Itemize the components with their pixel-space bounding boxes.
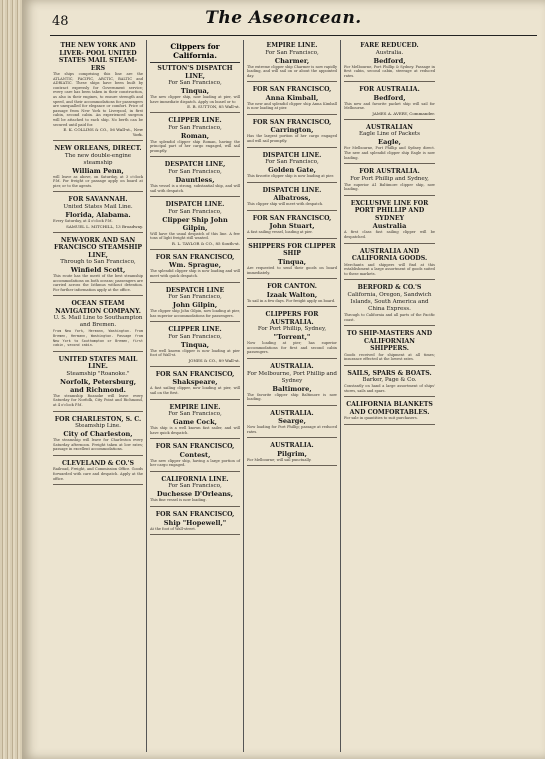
ad-ship-name: Izaak Walton, xyxy=(266,290,318,299)
ad-heading: For San Francisco, xyxy=(168,124,222,131)
ad-ship-name: Shakspeare, xyxy=(172,378,218,387)
advertisement xyxy=(53,235,143,297)
ad-ship-name: Ship "Hopewell," xyxy=(163,518,227,527)
ad-title: FOR SAVANNAH. xyxy=(68,196,128,204)
ad-heading: For San Francisco, xyxy=(168,333,222,340)
ad-title: EMPIRE LINE. xyxy=(169,403,221,411)
ad-title: SUTTON'S DISPATCH LINE, xyxy=(157,65,233,80)
ad-heading: For San Francisco, xyxy=(168,294,222,301)
ad-title: FOR SAN FRANCISCO, xyxy=(252,118,332,126)
ad-body: Railroad, Freight, and Commission Office. Goods forwarded with care and despatch. Apply at the office. xyxy=(53,467,143,481)
ad-body: The favorite clipper ship Baltimore is now loading. xyxy=(247,392,337,402)
ad-ship-name: Duchesse D'Orleans, xyxy=(156,490,234,499)
ad-ship-name: Albatross, xyxy=(273,194,311,203)
ad-body: For Melbourne; will sail punctually. xyxy=(247,457,312,462)
ad-ship-name: Bedford, xyxy=(373,93,406,102)
page-header xyxy=(22,0,545,36)
ad-body: The superior A1 Baltimore clipper ship, now loading. xyxy=(344,182,435,192)
advertisement xyxy=(150,159,240,197)
ad-title: CALIFORNIA BLANKETS AND COMFORTABLES. xyxy=(346,401,433,416)
ad-body: The new clipper ship, having a large portion of her cargo engaged. xyxy=(150,458,240,468)
ad-title: BERFORD & CO.'S xyxy=(357,284,422,292)
ad-body: Are requested to send their goods on board immediately. xyxy=(247,265,337,275)
ad-title: CLIPPERS FOR AUSTRALIA. xyxy=(265,311,319,326)
ad-body: At the foot of Wall-street. xyxy=(150,526,196,531)
ad-heading: United States Mail Line. xyxy=(63,203,133,210)
ad-body: Every Saturday, at 4 o'clock P.M. xyxy=(53,218,113,223)
ad-title: THE NEW YORK AND LIVER- POOL UNITED STATES MAIL STEAM- ERS xyxy=(58,42,138,72)
advertisement xyxy=(247,281,337,307)
ad-heading: For San Francisco, xyxy=(168,168,222,175)
ad-body: Will have the usual despatch of this line. A few tons of light freight still wanted. xyxy=(150,231,240,241)
ad-body: This new and favorite packet ship will sail for Melbourne. xyxy=(344,101,435,111)
ad-body: The steamship will leave for Charleston every Saturday afternoon. Freight taken at low rates; passage in excellent accommodations. xyxy=(53,438,143,452)
ad-ship-name: Winfield Scott, xyxy=(70,266,126,274)
masthead: The Aseoncean. xyxy=(205,8,362,28)
advertisement xyxy=(344,328,435,366)
advertisement xyxy=(247,241,337,279)
advertisement xyxy=(150,285,240,323)
ad-body: The ships comprising this line are the ATLANTIC, PACIFIC, ARCTIC, BALTIC and ADRIATIC. These ships have been built by contract expressly for Government service; every care has been taken in their construction, as also in their engines, to ensure strength and speed, and their accommodations for passengers are unequalled for elegance or comfort. Price of passage from New York to Liverpool, in first cabin, second cabin. An experienced surgeon will be attached to each ship. No berth can be secured until paid for. xyxy=(53,72,143,127)
ad-body: This fine vessel is now loading. xyxy=(150,498,207,503)
ad-agent: JAMES A. AVERY, Commander. xyxy=(372,110,435,116)
advertisement xyxy=(150,474,240,507)
advertisement xyxy=(247,40,337,82)
ad-body: The extreme clipper ship Charmer is now rapidly loading, and will sail on or about the appointed day. xyxy=(247,64,337,78)
ad-title: SHIPPERS FOR CLIPPER SHIP xyxy=(248,242,336,258)
ad-ship-name: City of Charleston, xyxy=(63,430,133,439)
ad-title: CLEVELAND & CO.'S xyxy=(61,459,135,467)
ad-ship-name: Tinqua, xyxy=(180,87,210,95)
ad-heading: For Melbourne, Port Phillip and Sydney xyxy=(247,370,337,384)
ad-ship-name: Clipper Ship John Gilpin, xyxy=(162,215,228,232)
ad-ship-name: Charmer, xyxy=(274,56,310,65)
ad-body: Constantly on hand a large assortment of ships' stores, sails and spars. xyxy=(344,384,435,393)
ad-title: FOR SAN FRANCISCO, xyxy=(252,214,332,222)
ad-ship-name: "Torrent," xyxy=(273,333,311,342)
advertisement xyxy=(247,408,337,439)
advertisement xyxy=(344,122,435,164)
ad-title: DISPATCH LINE. xyxy=(165,201,225,209)
ad-title: UNITED STATES MAIL LINE. xyxy=(58,355,138,371)
ad-ship-name: Baltimore, xyxy=(272,384,312,393)
ad-heading: Barker, Page & Co. xyxy=(362,377,417,384)
ad-agent: SAMUEL L. MITCHILL, 13 Broadway. xyxy=(66,223,143,229)
ad-ship-name: Roman, xyxy=(180,131,210,140)
ad-title: FARE REDUCED. xyxy=(360,42,419,49)
ad-ship-name: Contest, xyxy=(179,450,211,459)
ad-agent: JONES & CO., 89 Wall-st. xyxy=(188,357,240,363)
column-3 xyxy=(244,40,341,752)
ad-body: The new clipper ship, now loading at pier, will have immediate dispatch. Apply on board or to xyxy=(150,95,240,104)
ad-body: For Melbourne, Port Phillip and Sydney direct. The new and splendid clipper ship Eagle is now loading. xyxy=(344,146,435,160)
ad-ship-name: John Stuart, xyxy=(269,222,315,231)
ad-title: SAILS, SPARS & BOATS. xyxy=(347,369,432,377)
advertisement xyxy=(247,185,337,211)
advertisement xyxy=(150,199,240,250)
advertisement xyxy=(150,115,240,157)
newspaper-page xyxy=(22,0,545,759)
ad-title: DISPATCH LINE. xyxy=(262,186,322,194)
ad-heading: Eagle Line of Packets xyxy=(358,131,421,138)
ad-body: The steamship Roanoke will leave every Saturday for Norfolk, City Point and Richmond, at 4 o'clock P.M. xyxy=(53,393,143,407)
ad-body: This clipper ship will meet with despatch. xyxy=(247,202,324,207)
ad-ship-name: John Gilpin, xyxy=(172,301,218,310)
advertisement xyxy=(344,84,435,120)
ad-title: DESPATCH LINE, xyxy=(164,161,226,169)
ad-body: A fast sailing clipper, now loading at pier, will sail on the first. xyxy=(150,386,240,395)
advertisement xyxy=(150,324,240,367)
ad-body: The splendid clipper ship Roman, having the principal part of her cargo engaged, will sail promptly. xyxy=(150,139,240,153)
ad-body: This favorite clipper ship is now loading at pier. xyxy=(247,174,335,179)
ad-title: AUSTRALIA. xyxy=(270,363,314,370)
ad-ship-name: Bedford, xyxy=(373,56,406,65)
advertisement xyxy=(150,509,240,535)
advertisement xyxy=(150,63,240,113)
ad-body: This ship is a well known fast sailer, and will have quick despatch. xyxy=(150,426,240,435)
ad-body: The well known clipper is now loading at pier foot of Wall-st. xyxy=(150,348,240,358)
advertisement xyxy=(53,458,143,485)
ad-title: AUSTRALIA AND CALIFORNIA GOODS. xyxy=(351,247,428,263)
ad-title: CLIPPER LINE. xyxy=(168,117,222,125)
ad-title: DISPATCH LINE. xyxy=(262,151,322,159)
advertisement xyxy=(344,198,435,244)
advertisement xyxy=(247,361,337,406)
ad-title: NEW ORLEANS, DIRECT. xyxy=(54,145,142,153)
ad-heading: For San Francisco, xyxy=(265,159,319,166)
ad-body: Merchants and shippers will find at this establishment a large assortment of goods suited to these markets. xyxy=(344,262,435,276)
column-4 xyxy=(341,40,438,752)
ad-body: Through to California and all parts of the Pacific coast. xyxy=(344,312,435,322)
ad-body: The splendid clipper ship is now loading and will meet with quick despatch. xyxy=(150,269,240,278)
advertisement xyxy=(53,194,143,232)
ad-heading: Steamship Line. xyxy=(75,423,121,430)
ad-title: AUSTRALIA. xyxy=(270,442,314,450)
ad-title: FOR SAN FRANCISCO, xyxy=(155,443,235,451)
ad-title: NEW-YORK AND SAN FRANCISCO STEAMSHIP LINE, xyxy=(53,236,143,259)
advertisement xyxy=(247,440,337,466)
ad-body: Has the largest portion of her cargo engaged and will sail promptly. xyxy=(247,134,337,144)
ad-title: EMPIRE LINE. xyxy=(266,42,318,49)
ad-heading: Through to San Francisco, xyxy=(60,259,136,265)
ad-ship-name: Golden Gate, xyxy=(268,166,316,175)
advertisement xyxy=(53,354,143,412)
advertisement xyxy=(150,369,240,400)
advertisement xyxy=(53,40,143,141)
ad-title: FOR SAN FRANCISCO, xyxy=(252,86,332,94)
advertisement xyxy=(344,282,435,326)
advertisement xyxy=(344,40,435,82)
ad-heading: For Port Phillip, Sydney, xyxy=(257,326,327,333)
ad-heading: For San Francisco, xyxy=(168,411,222,418)
ad-title: FOR AUSTRALIA. xyxy=(359,168,420,176)
ad-body: Now loading for Port Phillip; passage at reduced rates. xyxy=(247,425,337,434)
column-heading: Clippers for California. xyxy=(150,40,240,63)
advertisement xyxy=(53,143,143,192)
ad-ship-name: Eagle, xyxy=(378,138,401,147)
ad-body: The clipper ship John Gilpin, now loading at pier, has superior accommodations for passengers. xyxy=(150,309,240,318)
ad-body: Now loading at pier; has superior accommodations for first and second cabin passengers. xyxy=(247,341,337,355)
ad-body: This route has the merit of the best steamship accommodations on both oceans; passengers are carried across the Isthmus without detention. For further information apply at the office. xyxy=(53,274,143,292)
advertisement xyxy=(53,298,143,351)
ad-ship-name: Tinqua, xyxy=(180,340,210,349)
ad-heading: Australia. xyxy=(375,49,404,56)
header-rule xyxy=(50,35,537,36)
ad-ship-name: William Penn, xyxy=(72,166,124,175)
ad-heading: For San Francisco, xyxy=(265,49,319,56)
ad-ship-name: Pilgrim, xyxy=(277,449,307,458)
ad-body: This vessel is a strong, substantial ship, and will sail with despatch. xyxy=(150,183,240,193)
ad-agent: E. B. SUTTON, 85 Wall-st. xyxy=(187,104,240,110)
ad-ship-name: Dauntless, xyxy=(175,175,215,184)
ad-ship-name: Carrington, xyxy=(270,126,314,135)
advertisement xyxy=(344,368,435,398)
ad-ship-name: Game Cock, xyxy=(173,418,217,427)
ad-agent: E. K. COLLINS & CO., 56 Wall-st., New York. xyxy=(63,127,143,138)
ad-ship-name: Norfolk, Petersburg, and Richmond. xyxy=(60,377,136,394)
ad-title: FOR SAN FRANCISCO, xyxy=(155,370,235,378)
ad-ship-name: Australia xyxy=(372,222,407,231)
ad-title: TO SHIP-MASTERS AND CALIFORNIAN SHIPPERS. xyxy=(346,330,433,353)
ad-heading: Steamship "Roanoke." xyxy=(66,370,130,377)
ad-heading: For San Francisco, xyxy=(168,483,222,490)
ad-ship-name: Wm. Sprague, xyxy=(169,261,221,270)
ad-title: EXCLUSIVE LINE FOR PORT PHILLIP AND SYDNEY xyxy=(350,199,429,222)
ad-ship-name: Searge, xyxy=(278,417,306,426)
ad-heading: For Port Phillip and Sydney, xyxy=(350,175,429,182)
column-2 xyxy=(147,40,244,752)
advertisement xyxy=(247,84,337,115)
column-1 xyxy=(50,40,147,752)
book-spine xyxy=(0,0,22,759)
ad-ship-name: Anna Kimball, xyxy=(265,93,319,102)
advertisement xyxy=(150,402,240,440)
ad-title: AUSTRALIA. xyxy=(270,409,314,417)
ad-title: DESPATCH LINE xyxy=(165,286,225,294)
columns xyxy=(50,40,536,752)
ad-heading: California, Oregon, Sandwich Islands, South America and China Express. xyxy=(347,291,432,312)
ad-title: CALIFORNIA LINE. xyxy=(161,475,229,483)
ad-heading: The new double-engine steamship xyxy=(64,152,132,166)
ad-title: FOR SAN FRANCISCO, xyxy=(155,511,235,519)
ad-body: A first class fast sailing clipper will be despatched. xyxy=(344,230,435,240)
advertisement xyxy=(150,441,240,472)
advertisement xyxy=(247,117,337,148)
advertisement xyxy=(150,252,240,283)
page-number: 48 xyxy=(52,14,69,29)
advertisement xyxy=(344,166,435,196)
ad-body: From New York, Hermann, Washington. From Bremen, Hermann, Washington. Passage from New York to Southampton or Bremen, first cabin, second cabin. xyxy=(53,329,143,348)
ad-title: AUSTRALIAN xyxy=(366,123,413,131)
ad-title: FOR SAN FRANCISCO, xyxy=(155,253,235,261)
ad-title: FOR CHARLESTON, S. C. xyxy=(54,415,142,423)
ad-title: FOR CANTON. xyxy=(267,283,317,291)
ad-ship-name: Florida, Alabama. xyxy=(65,210,131,219)
ad-title: FOR AUSTRALIA. xyxy=(359,86,420,94)
ad-heading: For San Francisco, xyxy=(168,80,222,86)
ad-title: CLIPPER LINE. xyxy=(168,326,222,334)
ad-title: OCEAN STEAM NAVIGATION COMPANY. xyxy=(55,300,141,315)
advertisement xyxy=(247,309,337,359)
ad-ship-name: Tinqua, xyxy=(277,257,307,266)
advertisement xyxy=(344,246,435,281)
ad-heading: U. S. Mail Line to Southampton and Bremen. xyxy=(53,315,143,329)
advertisement xyxy=(247,213,337,239)
ad-body: Goods received for shipment at all times; insurance effected at the lowest rates. xyxy=(344,352,435,362)
ad-body: A fast sailing vessel, loading at pier. xyxy=(247,230,313,235)
advertisement xyxy=(344,399,435,425)
ad-body: The new and splendid clipper ship Anna Kimball is now loading at pier. xyxy=(247,101,337,111)
ad-body: For sale in quantities to suit purchasers. xyxy=(344,416,418,421)
ad-body: To sail in a few days. For freight apply on board. xyxy=(247,298,336,303)
ad-heading: For San Francisco, xyxy=(168,208,222,215)
ad-body: will leave as above, on Saturday, at 3 o'clock P.M. For freight or passage apply on board at pier, or to the agents. xyxy=(53,174,143,188)
ad-body: For Melbourne, Port Phillip & Sydney. Passage in first cabin, second cabin, steerage at reduced rates. xyxy=(344,64,435,78)
advertisement xyxy=(247,150,337,183)
ad-agent: R. L. TAYLOR & CO., 85 South-st. xyxy=(171,240,240,246)
advertisement xyxy=(53,414,143,456)
